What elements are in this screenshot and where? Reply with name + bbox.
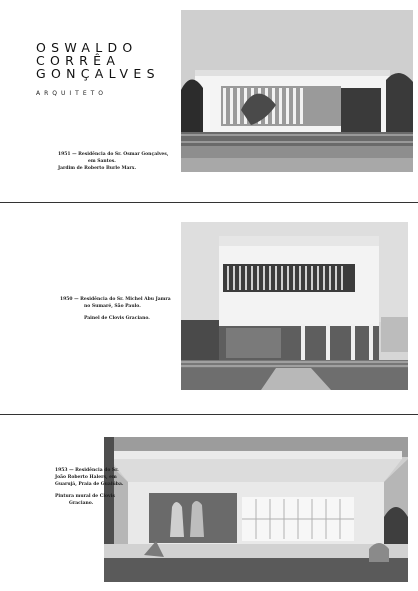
caption-line: 1953 — Residência do Sr. — [55, 468, 119, 473]
caption-note: Painel de Clovis Graciano. — [84, 316, 150, 321]
architect-name-line-3: GONÇALVES — [36, 66, 160, 81]
photo-residence-sumare — [181, 222, 408, 390]
photo-residence-santos — [181, 10, 413, 172]
caption-line: Guarujá, Praia de Guaiúba. — [55, 482, 124, 487]
photo-residence-guaruja — [104, 437, 408, 582]
section-divider — [0, 414, 418, 415]
caption-residence-sumare — [60, 296, 171, 322]
architect-name-line-1: OSWALDO — [36, 40, 138, 55]
caption-line: João Roberto Halers, em — [55, 475, 117, 480]
architect-role: ARQUITETO — [36, 90, 108, 97]
caption-line: Jardim de Roberto Burle Marx. — [58, 166, 137, 171]
section-divider — [0, 202, 418, 203]
caption-note: Pintura mural de Clovis — [55, 494, 115, 499]
caption-line: em Santos. — [88, 159, 116, 164]
architect-name-line-2: CORRÊA — [36, 53, 121, 68]
caption-line: no Sumaré, São Paulo. — [84, 304, 141, 309]
caption-residence-santos — [58, 151, 168, 172]
caption-residence-guaruja — [55, 467, 123, 507]
caption-line: 1951 — Residência do Sr. Osmar Gonçalves, — [58, 152, 169, 157]
caption-note: Graciano. — [69, 501, 94, 506]
caption-line: 1950 — Residência do Sr. Michel Abu Jamra — [60, 297, 171, 302]
